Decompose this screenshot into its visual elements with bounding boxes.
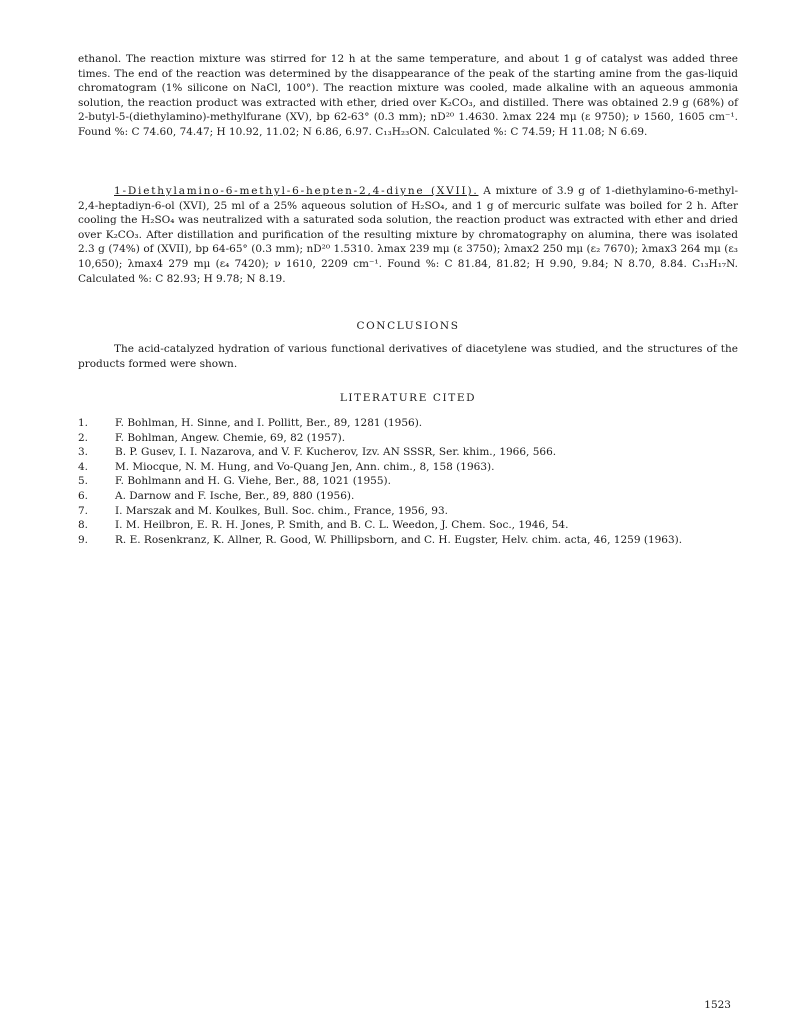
reference-number: 4. bbox=[78, 460, 89, 473]
reference-text: I. M. Heilbron, E. R. H. Jones, P. Smith, and B. C. L. Weedon, J. Chem. Soc., 1946, 54. bbox=[115, 519, 569, 532]
reference-text: F. Bohlman, H. Sinne, and I. Pollitt, Ber., 89, 1281 (1956). bbox=[115, 417, 423, 429]
reference-item bbox=[78, 533, 738, 548]
reference-item bbox=[78, 518, 738, 533]
reference-item bbox=[78, 445, 738, 460]
reference-item bbox=[78, 489, 738, 504]
reference-number: 7. bbox=[78, 504, 89, 517]
reference-item bbox=[78, 460, 738, 475]
reference-item bbox=[78, 504, 738, 519]
reference-list bbox=[78, 416, 738, 547]
reference-text: R. E. Rosenkranz, K. Allner, R. Good, W. Phillipsborn, and C. H. Eugster, Helv. chim. acta, 46, 1259 (1963). bbox=[115, 533, 683, 546]
reference-number: 6. bbox=[78, 489, 89, 502]
reference-item bbox=[78, 431, 738, 446]
reference-number: 2. bbox=[78, 431, 89, 444]
reference-text: F. Bohlmann and H. G. Viehe, Ber., 88, 1021 (1955). bbox=[115, 475, 391, 488]
literature-heading: LITERATURE CITED bbox=[339, 392, 477, 404]
reference-number: 8. bbox=[78, 519, 89, 532]
reference-text: M. Miocque, N. M. Hung, and Vo-Quang Jen, Ann. chim., 8, 158 (1963). bbox=[115, 460, 495, 473]
conclusions-text: The acid-catalyzed hydration of various functional derivatives of diacetylene was studied, and the structures of the products formed were shown. bbox=[78, 343, 738, 370]
experimental-paragraph-xvii bbox=[78, 184, 738, 286]
reference-item bbox=[78, 474, 738, 489]
reference-item bbox=[78, 416, 738, 431]
reference-text: B. P. Gusev, I. I. Nazarova, and V. F. Kucherov, Izv. AN SSSR, Ser. khim., 1966, 566. bbox=[115, 446, 557, 459]
reference-number: 9. bbox=[78, 533, 89, 546]
reference-number: 3. bbox=[78, 446, 89, 459]
compound-title-xvii: 1-Diethylamino-6-methyl-6-hepten-2,4-diyne (XVII). bbox=[114, 185, 479, 197]
reference-text: I. Marszak and M. Koulkes, Bull. Soc. chim., France, 1956, 93. bbox=[115, 504, 448, 517]
reference-number: 1. bbox=[78, 417, 89, 429]
reference-text: F. Bohlman, Angew. Chemie, 69, 82 (1957). bbox=[115, 431, 346, 444]
experimental-text-xvii: A mixture of 3.9 g of 1-diethylamino-6-methyl-2,4-heptadiyn-6-ol (XVI), 25 ml of a 25% aqueous solution of H₂SO₄, and 1 g of mercuric sulfate was boiled for 2 h. After cooling the H₂SO₄ was neutralized with a saturated soda solution, the reaction product was extracted with ether and dried over K₂CO₃. After distillation and purification of the resulting mixture by chromatography on alumina, there was isolated 2.3 g (74%) of (XVII), bp 64-65° (0.3 mm); nD²⁰ 1.5310. λmax 239 mμ (ε 3750); λmax2 250 mμ (ε₂ 7670); λmax3 264 mμ (ε₃ 10,650); λmax4 279 mμ (ε₄ 7420); ν 1610, 2209 cm⁻¹. Found %: C 81.84, 81.82; H 9.90, 9.84; N 8.70, 8.84. C₁₃H₁₇N. Calculated %: C 82.93; H 9.78; N 8.19. bbox=[78, 185, 738, 285]
experimental-paragraph-xv: ethanol. The reaction mixture was stirred for 12 h at the same temperature, and about 1 g of catalyst was added three times. The end of the reaction was determined by the disappearance of the peak of the starting amine from the gas-liquid chromatogram (1% silicone on NaCl, 100°). The reaction mixture was cooled, made alkaline with an aqueous ammonia solution, the reaction product was extracted with ether, dried over K₂CO₃, and distilled. There was obtained 2.9 g (68%) of 2-butyl-5-(diethylamino)-methylfurane (XV), bp 62-63° (0.3 mm); nD²⁰ 1.4630. λmax 224 mμ (ε 9750); ν 1560, 1605 cm⁻¹. Found %: C 74.60, 74.47; H 10.92, 11.02; N 6.86, 6.97. C₁₃H₂₃ON. Calculated %: C 74.59; H 11.08; N 6.69. bbox=[78, 53, 738, 138]
reference-number: 5. bbox=[78, 475, 89, 488]
page-number: 1523 bbox=[704, 999, 731, 1011]
conclusions-heading: CONCLUSIONS bbox=[356, 320, 460, 332]
reference-text: A. Darnow and F. Ische, Ber., 89, 880 (1956). bbox=[115, 489, 355, 502]
